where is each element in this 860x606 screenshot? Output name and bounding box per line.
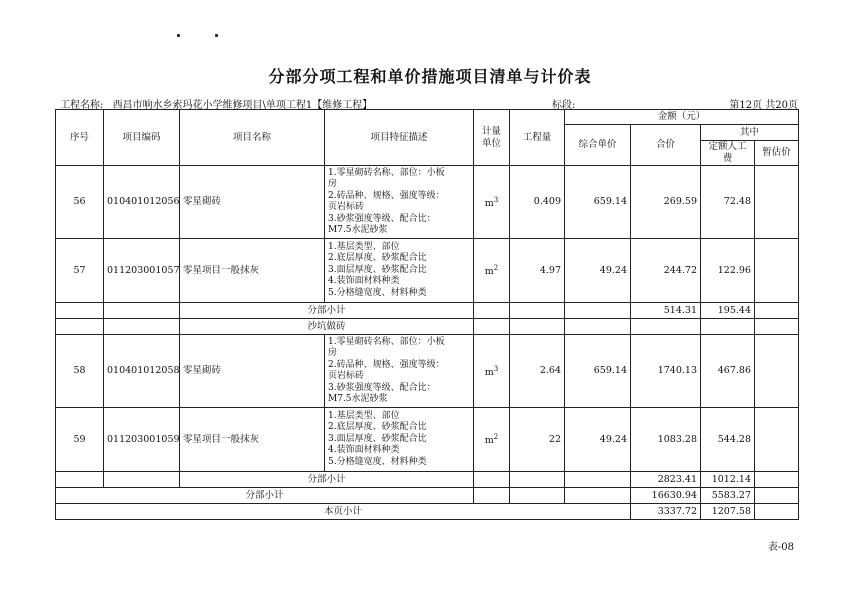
subtotal-labor: 5583.27: [701, 488, 755, 504]
desc-line: 4.装饰面材料种类: [328, 276, 400, 287]
project-name: 西昌市响水乡索玛花小学维修项目\单项工程1【维修工程】: [112, 100, 373, 111]
row-provisional: [755, 335, 799, 408]
subtotal-labor: 1012.14: [701, 472, 755, 488]
row-unit-price: 49.24: [565, 239, 631, 303]
group-heading: 沙坑做砖: [180, 319, 474, 335]
row-unit: [474, 335, 510, 408]
desc-line: 2.砖品种、规格、强度等级：: [328, 359, 445, 370]
row-qty: 22: [510, 408, 565, 472]
desc-line: 4.装饰面材料种类: [328, 445, 400, 456]
desc-line: M7.5水泥砂浆: [328, 394, 388, 404]
row-unit-price: 659.14: [565, 166, 631, 239]
row-labor: 72.48: [701, 166, 755, 239]
row-unit-price: 49.24: [565, 408, 631, 472]
bill-table: [55, 109, 799, 520]
row-provisional: [755, 239, 799, 303]
desc-line: 5.分格缝宽度、材料种类: [328, 456, 427, 467]
page-info: 第12页 共20页: [729, 100, 798, 111]
unit-base: m: [484, 435, 494, 447]
row-code: 011203001057: [104, 239, 180, 303]
col-qty: 工程量: [510, 110, 565, 166]
row-desc: [325, 335, 474, 408]
subtotal-label: 分部小计: [180, 472, 474, 488]
desc-line: 1.零星砌砖名称、部位：小板: [328, 167, 445, 178]
unit-exponent: 3: [493, 364, 499, 373]
desc-line: 3.面层厚度、砂浆配合比: [328, 433, 427, 444]
row-seq: 59: [56, 408, 104, 472]
row-total: 269.59: [631, 166, 701, 239]
table-row: [56, 239, 799, 303]
desc-line: 2.底层厚度、砂浆配合比: [328, 422, 427, 433]
project-label: 工程名称:: [60, 100, 104, 111]
desc-line: 1.零星砌砖名称、部位：小板: [328, 336, 445, 347]
desc-line: 房: [328, 179, 338, 189]
row-qty: 4.97: [510, 239, 565, 303]
row-seq: 56: [56, 166, 104, 239]
row-name: 零星项目一般抹灰: [180, 239, 325, 303]
unit-base: m: [484, 266, 494, 278]
unit-exponent: 3: [493, 195, 499, 204]
unit-base: m: [484, 198, 494, 210]
col-code: 项目编码: [104, 110, 180, 166]
row-unit: [474, 239, 510, 303]
row-labor: 122.96: [701, 239, 755, 303]
row-total: 1083.28: [631, 408, 701, 472]
page-subtotal-label: 本页小计: [56, 504, 631, 520]
section-label: 标段:: [552, 100, 576, 111]
page-subtotal-total: 3337.72: [631, 504, 701, 520]
desc-line: 1.基层类型、部位: [328, 241, 400, 252]
table-row: [56, 166, 799, 239]
row-seq: 57: [56, 239, 104, 303]
desc-line: 页岩标砖: [328, 202, 365, 212]
col-total: 合价: [631, 125, 701, 166]
unit-exponent: 2: [493, 264, 499, 273]
subtotal-label: 分部小计: [180, 303, 474, 319]
row-qty: 0.409: [510, 166, 565, 239]
table-row: [56, 408, 799, 472]
desc-line: 页岩标砖: [328, 371, 365, 381]
col-labor: 定额人工费: [701, 141, 755, 166]
desc-line: 2.底层厚度、砂浆配合比: [328, 253, 427, 264]
row-provisional: [755, 408, 799, 472]
row-qty: 2.64: [510, 335, 565, 408]
col-of-which: 其中: [701, 125, 799, 141]
subtotal-row: [56, 488, 799, 504]
row-unit: [474, 166, 510, 239]
desc-line: M7.5水泥砂浆: [328, 225, 388, 235]
col-name: 项目名称: [180, 110, 325, 166]
subtotal-row: [56, 303, 799, 319]
row-name: 零星砌砖: [180, 166, 325, 239]
row-unit: [474, 408, 510, 472]
table-row: [56, 335, 799, 408]
row-code: 011203001059: [104, 408, 180, 472]
row-desc: [325, 166, 474, 239]
row-total: 244.72: [631, 239, 701, 303]
col-unit-price: 综合单价: [565, 125, 631, 166]
col-desc: 项目特征描述: [325, 110, 474, 166]
row-provisional: [755, 166, 799, 239]
subtotal-total: 514.31: [631, 303, 701, 319]
desc-line: 5.分格缝宽度、材料种类: [328, 287, 427, 298]
scan-speck: [215, 34, 218, 37]
desc-line: 1.基层类型、部位: [328, 410, 400, 421]
desc-line: 3.面层厚度、砂浆配合比: [328, 264, 427, 275]
row-total: 1740.13: [631, 335, 701, 408]
col-provisional: 暂估价: [755, 141, 799, 166]
col-unit: 计量单位: [474, 110, 510, 166]
row-desc: [325, 408, 474, 472]
row-code: 010401012056: [104, 166, 180, 239]
scan-speck: [177, 34, 180, 37]
group-heading-row: [56, 319, 799, 335]
subtotal-labor: 195.44: [701, 303, 755, 319]
row-name: 零星项目一般抹灰: [180, 408, 325, 472]
subtotal-label: 分部小计: [56, 488, 474, 504]
subtotal-total: 16630.94: [631, 488, 701, 504]
row-labor: 467.86: [701, 335, 755, 408]
subtotal-row: [56, 472, 799, 488]
desc-line: 房: [328, 348, 338, 358]
row-code: 010401012058: [104, 335, 180, 408]
desc-line: 3.砂浆强度等级、配合比：: [328, 213, 436, 224]
row-labor: 544.28: [701, 408, 755, 472]
page-subtotal-labor: 1207.58: [701, 504, 755, 520]
form-code: 表-08: [767, 542, 794, 553]
table-header: [56, 110, 799, 166]
page-title: 分部分项工程和单价措施项目清单与计价表: [268, 67, 592, 86]
unit-exponent: 2: [493, 433, 499, 442]
unit-base: m: [484, 367, 494, 379]
subtotal-total: 2823.41: [631, 472, 701, 488]
desc-line: 2.砖品种、规格、强度等级：: [328, 190, 445, 201]
col-seq: 序号: [56, 110, 104, 166]
desc-line: 3.砂浆强度等级、配合比：: [328, 382, 436, 393]
row-name: 零星砌砖: [180, 335, 325, 408]
row-seq: 58: [56, 335, 104, 408]
page-subtotal-row: [56, 504, 799, 520]
row-desc: [325, 239, 474, 303]
row-unit-price: 659.14: [565, 335, 631, 408]
col-amount: 金额（元）: [565, 110, 799, 125]
